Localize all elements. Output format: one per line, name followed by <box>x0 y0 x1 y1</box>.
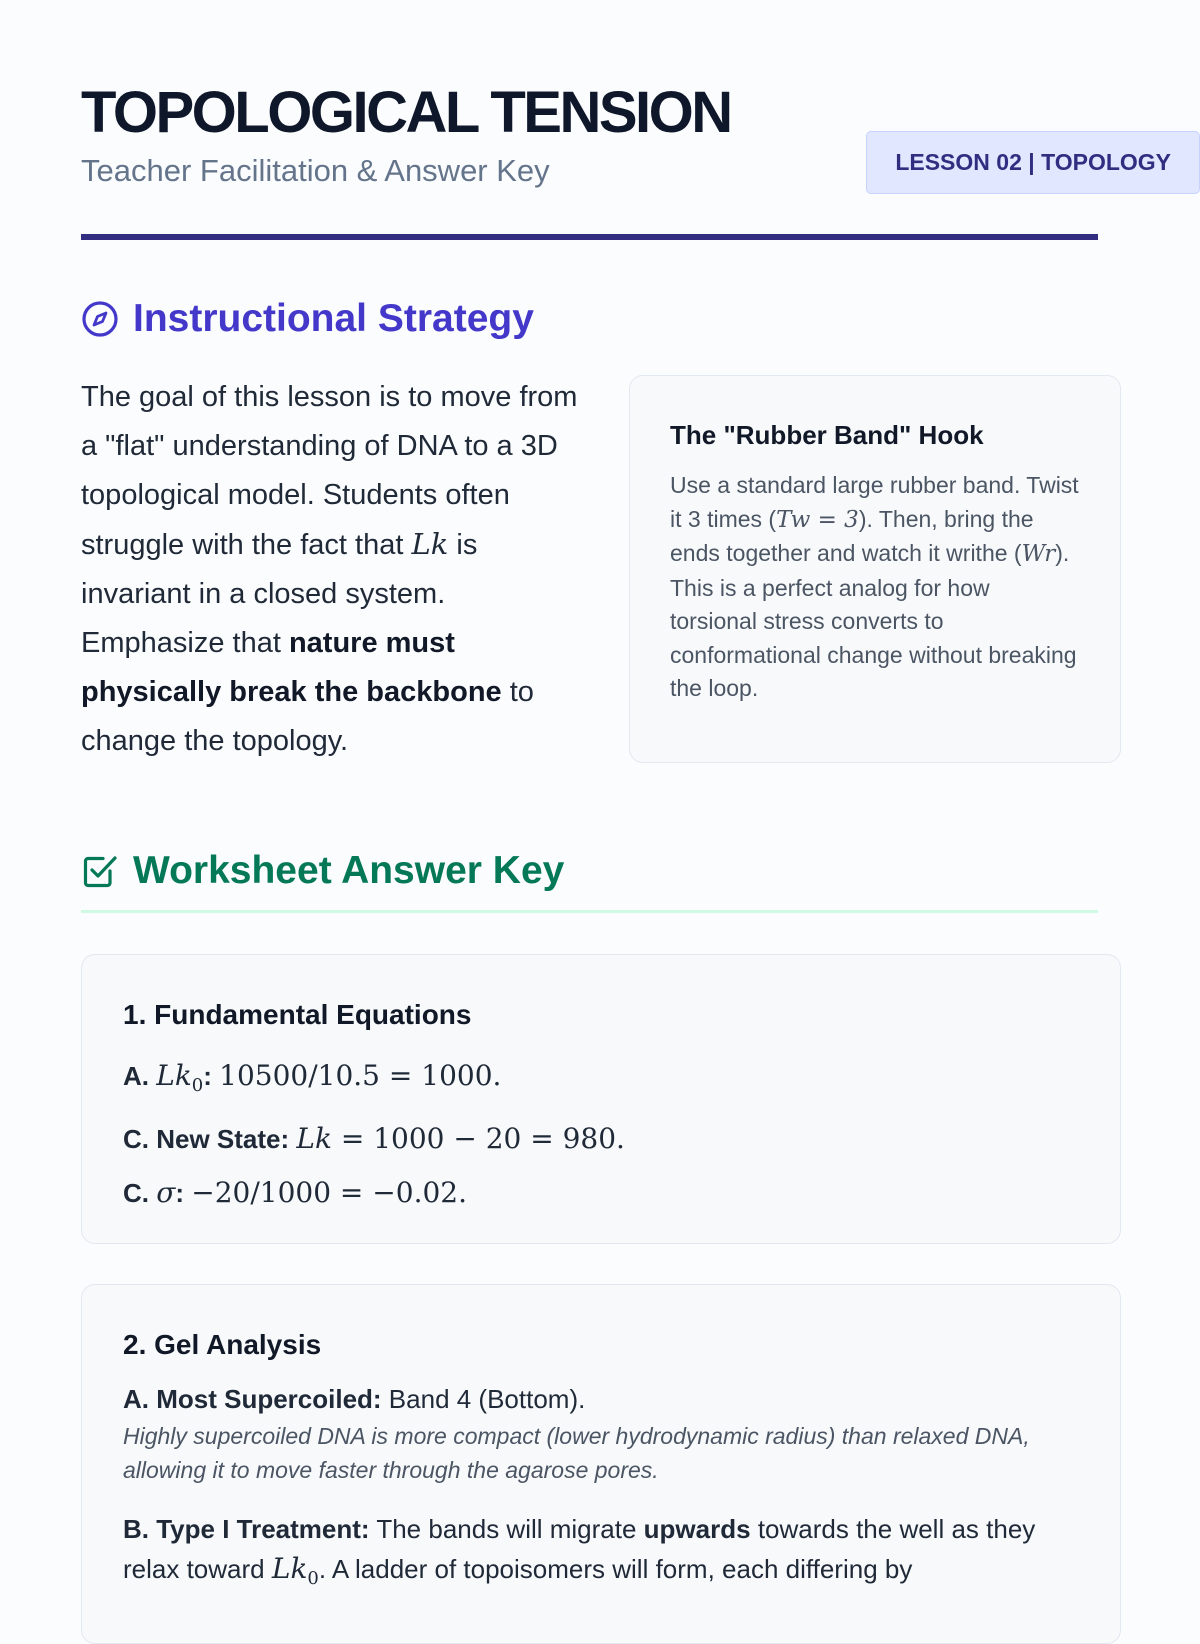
answer-value: 10500/10.5 = 1000. <box>219 1059 502 1092</box>
strategy-heading <box>81 299 534 338</box>
answer-label: C. New State: <box>123 1124 297 1155</box>
answer-math-subscript: 0 <box>307 1568 319 1590</box>
answer-value: = 1000 − 20 = 980. <box>331 1122 625 1156</box>
gel-answer-a-note: Highly supercoiled DNA is more compact (lower hydrodynamic radius) than relaxed DNA, allowing it to move faster through the agarose pores. <box>123 1423 1030 1483</box>
hook-text-part: ). Then, bring the ends together and watch it writhe ( <box>670 505 1034 566</box>
answer-a: A. $Lk_0$: 10500/10.5 = 1000. <box>123 1059 502 1097</box>
gel-analysis-card <box>81 1284 1121 1644</box>
answer-key-divider <box>81 910 1098 913</box>
lesson-badge: LESSON 02 | TOPOLOGY <box>866 131 1200 194</box>
answer-math-subscript: 0 <box>191 1075 204 1097</box>
hook-math: Tw = 3 <box>776 506 859 533</box>
intro-text: is invariant in a closed system. Emphasize that <box>81 529 478 659</box>
equations-title: 1. Fundamental Equations <box>123 999 472 1030</box>
answer-math: Lk <box>296 1122 332 1156</box>
checkbox-icon <box>81 852 119 890</box>
answer-label: A. Most Supercoiled: <box>123 1384 382 1414</box>
answer-text: towards the well as they relax toward <box>123 1514 1036 1584</box>
compass-icon <box>81 300 119 338</box>
page-subtitle: Teacher Facilitation & Answer Key <box>81 153 550 188</box>
hook-text-part: Use a standard large rubber band. Twist it 3 times ( <box>670 472 1079 532</box>
intro-emphasis: nature must physically break the backbone <box>81 627 502 708</box>
gel-analysis-title: 2. Gel Analysis <box>123 1329 322 1360</box>
answer-value: −20/1000 = −0.02. <box>191 1176 467 1210</box>
strategy-heading-text: Instructional Strategy <box>133 297 534 340</box>
equations-card <box>81 954 1121 1244</box>
hook-card <box>629 375 1121 763</box>
hook-text <box>670 469 1080 706</box>
answer-math: Lk <box>156 1059 192 1092</box>
answer-label: A. <box>123 1061 157 1091</box>
answer-b <box>123 1112 1079 1166</box>
hook-title: The "Rubber Band" Hook <box>670 420 984 450</box>
intro-math: Lk <box>411 527 449 561</box>
intro-text: The goal of this lesson is to move from a "flat" understanding of DNA to a 3D topological model. Students often struggle with the fact that <box>81 381 578 561</box>
strategy-intro <box>81 373 591 766</box>
hook-text-part: ). This is a perfect analog for how torsional stress converts to conformational change without breaking the loop. <box>670 540 1077 701</box>
gel-answer-a <box>123 1379 1079 1419</box>
answer-c: C. σ: −20/1000 = −0.02. <box>123 1176 467 1210</box>
answer-math: Lk <box>271 1552 308 1585</box>
page-title: TOPOLOGICAL TENSION <box>81 80 731 145</box>
hook-math: Wr <box>1021 541 1056 567</box>
gel-answer-b <box>123 1509 1079 1599</box>
answer-math: σ <box>156 1176 176 1210</box>
answer-key-heading <box>81 851 564 890</box>
answer-key-heading-text: Worksheet Answer Key <box>133 849 565 892</box>
answer-text: Band 4 (Bottom). <box>381 1384 586 1414</box>
intro-text: to change the topology. <box>81 676 534 757</box>
answer-emphasis: upwards <box>643 1514 751 1544</box>
answer-label: B. Type I Treatment: <box>123 1514 370 1544</box>
answer-text: . A ladder of topoisomers will form, each differing by <box>318 1554 913 1584</box>
header-divider <box>81 234 1098 240</box>
answer-label: C. <box>123 1178 157 1209</box>
answer-text: The bands will migrate <box>369 1514 644 1544</box>
